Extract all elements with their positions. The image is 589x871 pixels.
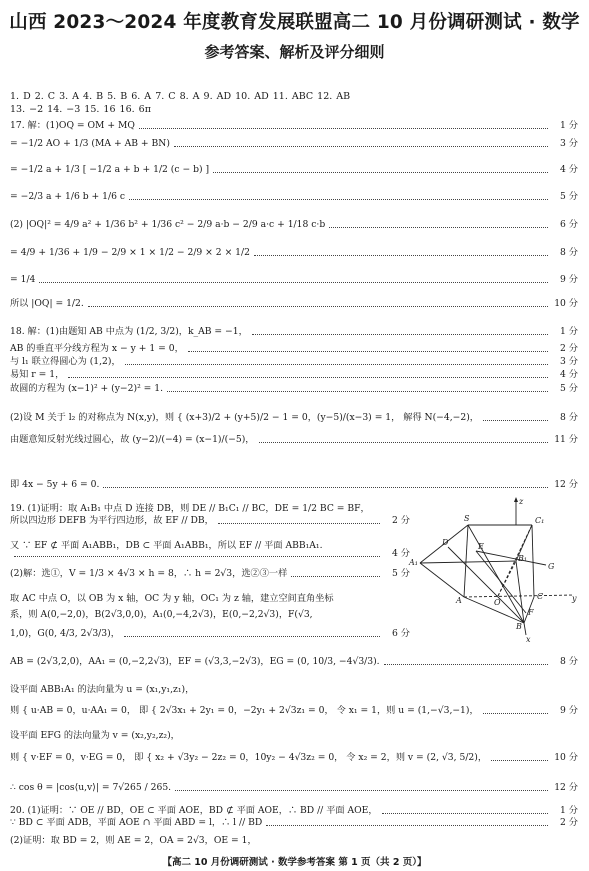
score-label: 8 分 — [560, 247, 578, 258]
label-s: S — [464, 514, 470, 523]
score-label: 10 分 — [554, 752, 578, 763]
solution-line: = 1/4 9 分 — [10, 274, 578, 285]
fill-answers-row: 13. −2 14. −3 15. 16 16. 6π — [10, 104, 151, 115]
label-c: C — [537, 592, 544, 601]
solution-line: = −1/2 AO + 1/3 (MA + AB + BN) 3 分 — [10, 138, 578, 149]
edge-c1c — [532, 525, 534, 597]
solution-line: 由题意知反射光线过圆心，故 (y−2)/(−4) = (x−1)/(−5)， 11 分 — [10, 434, 578, 445]
solution-line: 又 ∵ EF ⊄ 平面 A₁ABB₁，DB ⊂ 平面 A₁ABB₁，所以 EF // 平面 ABB₁A₁. — [10, 540, 323, 551]
score-label: 11 分 — [554, 434, 578, 445]
score-label: 3 分 — [560, 138, 578, 149]
score-label: 3 分 — [560, 356, 578, 367]
score-label: 5 分 — [560, 383, 578, 394]
label-x: x — [526, 635, 531, 643]
edge-a1-b1 — [420, 561, 516, 563]
label-f: F — [528, 608, 534, 617]
label-e: E — [478, 542, 484, 551]
solution-line: = −1/2 a + 1/3 [ −1/2 a + b + 1/2 (c − b) ] 4 分 — [10, 164, 578, 175]
solution-line: AB = (2√3,2,0)，AA₁ = (0,−2,2√3)，EF = (√3,3,−2√3)，EG = (0, 10/3, −4√3/3). 8 分 — [10, 656, 578, 667]
solution-line: ∵ BD ⊂ 平面 ADB，平面 AOE ∩ 平面 ABD = l，∴ l // BD 2 分 — [10, 817, 578, 828]
solution-line: 19. (1)证明：取 A₁B₁ 中点 D 连接 DB，则 DE // B₁C₁ // BC，DE = 1/2 BC = BF， — [10, 503, 370, 514]
solution-line: 1,0)，G(0, 4/3, 2√3/3)， 6 分 — [10, 628, 410, 639]
score-label: 10 分 — [554, 298, 578, 309]
solution-line: 20. (1)证明：∵ OE // BD，OE ⊂ 平面 AOE，BD ⊄ 平面 AOE，∴ BD // 平面 AOE， 1 分 — [10, 805, 578, 816]
solution-line: 取 AC 中点 O，以 OB 为 x 轴，OC 为 y 轴，OC₁ 为 z 轴，建立空间直角坐标 — [10, 593, 334, 604]
edge-b1-b — [516, 561, 524, 623]
solution-line: (2) |OQ|² = 4/9 a² + 1/36 b² + 1/36 c² − 2/9 a·b − 2/9 a·c + 1/18 c·b 6 分 — [10, 219, 578, 230]
solution-line: = 4/9 + 1/36 + 1/9 − 2/9 × 1 × 1/2 − 2/9 × 2 × 1/2 8 分 — [10, 247, 578, 258]
solution-line: 设平面 EFG 的法向量为 v = (x₂,y₂,z₂)， — [10, 730, 180, 741]
score-label: 1 分 — [560, 805, 578, 816]
score-label: 5 分 — [560, 191, 578, 202]
label-a: A — [456, 596, 462, 605]
page-title: 山西 2023～2024 年度教育发展联盟高二 10 月份调研测试 · 数学 — [9, 12, 580, 33]
solution-line: 则 { u·AB = 0，u·AA₁ = 0， 即 { 2√3x₁ + 2y₁ = 0，−2y₁ + 2√3z₁ = 0， 令 x₁ = 1，则 u = (1,−√3,−1)， 9 分 — [10, 705, 578, 716]
score-label: 8 分 — [560, 656, 578, 667]
label-c1: C₁ — [535, 516, 545, 525]
solution-line: 18. 解：(1)由题知 AB 中点为 (1/2, 3/2)，k_AB = −1， 1 分 — [10, 326, 578, 337]
solution-line: (2)设 M 关于 l₂ 的对称点为 N(x,y)，则 { (x+3)/2 + (y+5)/2 − 1 = 0，(y−5)/(x−3) = 1， 解得 N(−4,−2)， 8 分 — [10, 412, 578, 423]
label-a1: A₁ — [409, 558, 418, 567]
score-label: 9 分 — [560, 705, 578, 716]
y-axis — [464, 595, 574, 597]
label-y: y — [572, 594, 577, 603]
solution-line: 所以 |OQ| = 1/2. 10 分 — [10, 298, 578, 309]
solution-line: 易知 r = 1， 4 分 — [10, 369, 578, 380]
x-axis — [524, 623, 526, 635]
solution-line: (2)解：选①，V = 1/3 × 4√3 × h = 8，∴ h = 2√3，选②③一样 5 分 — [10, 568, 410, 579]
line-o-b1 — [498, 561, 516, 596]
solution-line: 设平面 ABB₁A₁ 的法向量为 u = (x₁,y₁,z₁)， — [10, 684, 195, 695]
score-label: 6 分 — [392, 628, 410, 639]
score-label: 4 分 — [392, 548, 410, 559]
solution-line: 系，则 A(0,−2,0)，B(2√3,0,0)，A₁(0,−4,2√3)，E(0,−2,2√3)，F(√3, — [10, 609, 313, 620]
solution-line: 则 { v·EF = 0，v·EG = 0， 即 { x₂ + √3y₂ − 2z₂ = 0，10y₂ − 4√3z₂ = 0， 令 x₂ = 2，则 v = (2, √3, 5/2)， 10 分 — [10, 752, 578, 763]
score-label: 2 分 — [392, 515, 410, 526]
score-label: 12 分 — [554, 479, 578, 490]
solution-line: = −2/3 a + 1/6 b + 1/6 c 5 分 — [10, 191, 578, 202]
solution-line: (2)证明：取 BD = 2，则 AE = 2，OA = 2√3，OE = 1， — [10, 835, 257, 846]
page-footer: 【高二 10 月份调研测试 · 数学参考答案 第 1 页（共 2 页）】 — [162, 857, 427, 868]
score-label: 1 分 — [560, 120, 578, 131]
solution-line: 与 l₁ 联立得圆心为 (1,2)， 3 分 — [10, 356, 578, 367]
score-label: 12 分 — [554, 782, 578, 793]
label-o: O — [494, 598, 501, 607]
solution-line: AB 的垂直平分线方程为 x − y + 1 = 0， 2 分 — [10, 343, 578, 354]
edge-s-a — [464, 525, 468, 597]
page-subtitle: 参考答案、解析及评分细则 — [204, 43, 385, 61]
score-label: 9 分 — [560, 274, 578, 285]
edge-s-b — [468, 525, 524, 623]
score-label: 4 分 — [560, 369, 578, 380]
choice-answers-row: 1. D 2. C 3. A 4. B 5. B 6. A 7. C 8. A 9. AD 10. AD 11. ABC 12. AB — [10, 91, 351, 102]
solution-line: 故圆的方程为 (x−1)² + (y−2)² = 1. 5 分 — [10, 383, 578, 394]
score-label: 2 分 — [560, 343, 578, 354]
label-g: G — [548, 562, 555, 571]
label-b1: B₁ — [518, 554, 528, 563]
score-label: 1 分 — [560, 326, 578, 337]
label-d: D — [442, 538, 449, 547]
prism-figure — [408, 495, 580, 643]
score-label: 5 分 — [392, 568, 410, 579]
edge-a1-a — [420, 563, 464, 597]
solution-line: 即 4x − 5y + 6 = 0. 12 分 — [10, 479, 578, 490]
score-label: 8 分 — [560, 412, 578, 423]
solution-line — [10, 546, 410, 560]
label-z: z — [519, 497, 524, 506]
score-label: 2 分 — [560, 817, 578, 828]
solution-line: 17. 解：(1)OQ = OM + MQ 1 分 — [10, 120, 578, 131]
score-label: 4 分 — [560, 164, 578, 175]
score-label: 6 分 — [560, 219, 578, 230]
label-b: B — [516, 622, 522, 631]
solution-line: ∴ cos θ = |cos⟨u,v⟩| = 7√265 / 265. 12 分 — [10, 782, 578, 793]
solution-line: 所以四边形 DEFB 为平行四边形，故 EF // DB， 2 分 — [10, 515, 410, 526]
